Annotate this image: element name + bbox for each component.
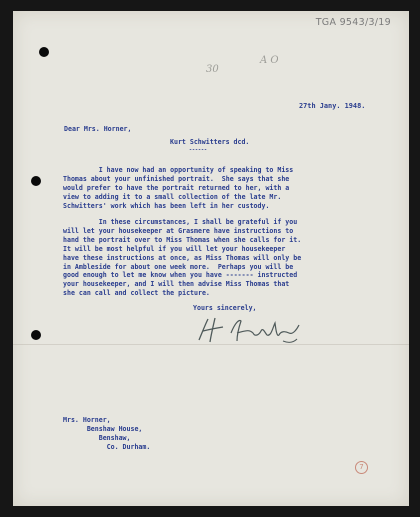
salutation: Dear Mrs. Horner, (64, 125, 132, 133)
address-line: Mrs. Horner, (63, 416, 111, 424)
paragraph-1-line: Thomas about your unfinished portrait. She says that she (63, 174, 290, 183)
paragraph-1-line: would prefer to have the portrait returned to her, with a (63, 183, 290, 192)
subject-underline: ------ (189, 147, 208, 153)
paragraph-2-line: hand the portrait over to Miss Thomas when she calls for it. (63, 235, 302, 244)
closing: Yours sincerely, (193, 304, 257, 312)
paragraph-2-line: good enough to let me know when you have ------- instructed (63, 271, 298, 280)
address-line: Benshaw, (63, 433, 131, 442)
address-line: Co. Durham. (63, 442, 151, 451)
annotation-circle: 7 (355, 461, 368, 474)
paragraph-2 (63, 218, 301, 298)
paragraph-2-line: in Ambleside for about one week more. Perhaps you will be (63, 262, 294, 271)
pencil-mark-left: 30 (206, 64, 219, 75)
subject-line: Kurt Schwitters dcd. (170, 138, 250, 146)
letter-sheet (13, 11, 409, 506)
punch-hole-middle (31, 176, 41, 186)
punch-hole-bottom (31, 330, 41, 340)
pencil-mark-right: A O (260, 55, 279, 66)
punch-hole-top (39, 47, 49, 57)
address-line: Benshaw House, (63, 424, 143, 433)
paragraph-2-line: In these circumstances, I shall be grateful if you (63, 218, 298, 226)
letter-date: 27th Jany. 1948. (299, 102, 366, 110)
paragraph-1 (63, 166, 293, 211)
paragraph-1-line: Schwitters' work which has been left in her custody. (63, 201, 270, 210)
signature-graphic (193, 313, 303, 347)
paragraph-2-line: your housekeeper, and I will then advise Miss Thomas that (63, 280, 290, 289)
handwritten-signature (193, 313, 303, 351)
paragraph-2-line: will let your housekeeper at Grasmere have instructions to (63, 226, 294, 235)
paragraph-2-line: she can call and collect the picture. (63, 289, 210, 298)
recipient-address (63, 416, 150, 452)
paragraph-2-line: have these instructions at once, as Miss Thomas will only be (63, 253, 302, 262)
paragraph-1-line: I have now had an opportunity of speaking to Miss (63, 166, 294, 174)
paragraph-2-line: It will be most helpful if you will let your housekeeper (63, 244, 286, 253)
archive-reference: TGA 9543/3/19 (315, 17, 391, 28)
paragraph-1-line: view to adding it to a small collection of the late Mr. (63, 192, 282, 201)
